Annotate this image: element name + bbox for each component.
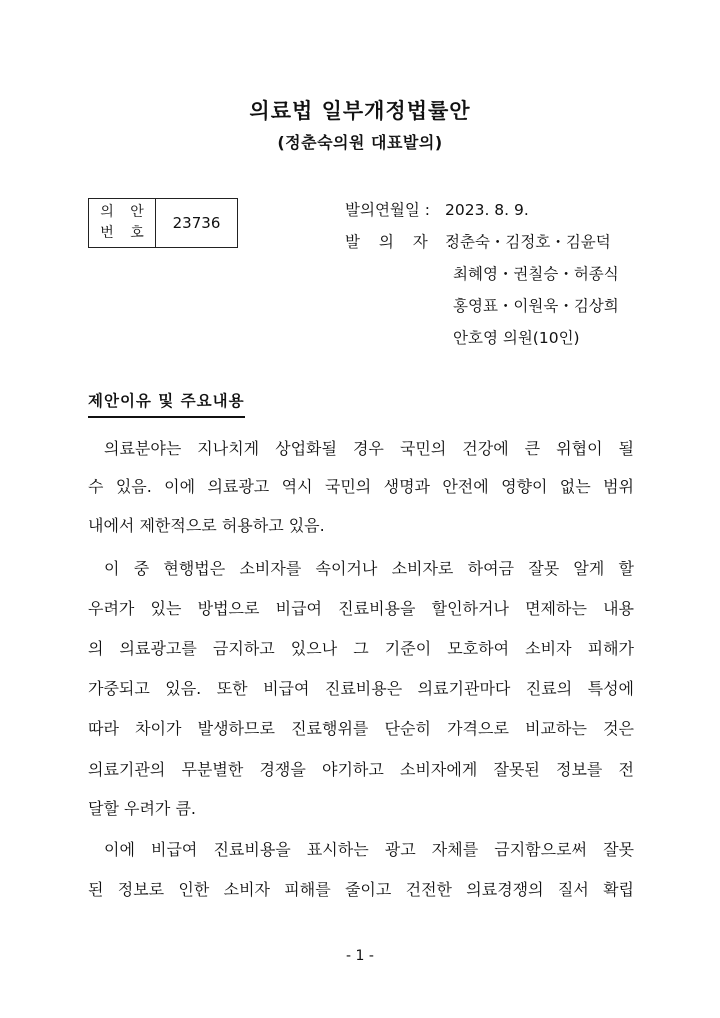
body-line: 이 중 현행법은 소비자를 속이거나 소비자로 하여금 잘못 알게 할 <box>104 559 634 578</box>
proposers-line3: 홍영표・이원욱・김상희 <box>453 297 619 315</box>
proposal-date-value: 2023. 8. 9. <box>445 201 529 219</box>
body-line: 된 정보로 인한 소비자 피해를 줄이고 건전한 의료경쟁의 질서 확립 <box>88 880 634 899</box>
body-line: 이에 비급여 진료비용을 표시하는 광고 자체를 금지함으로써 잘못 <box>104 840 634 859</box>
body-line: 수 있음. 이에 의료광고 역시 국민의 생명과 안전에 영향이 없는 범위 <box>88 477 634 496</box>
body-line: 가중되고 있음. 또한 비급여 진료비용은 의료기관마다 진료의 특성에 <box>88 679 634 698</box>
bill-label-line1: 의 안 <box>100 204 150 220</box>
body-line: 따라 차이가 발생하므로 진료행위를 단순히 가격으로 비교하는 것은 <box>88 719 634 738</box>
body-line: 의료분야는 지나치게 상업화될 경우 국민의 건강에 큰 위협이 될 <box>104 439 634 458</box>
bill-number-box <box>88 198 238 248</box>
proposers-line1: 정춘숙・김정호・김윤덕 <box>445 233 611 251</box>
body-line: 의료기관의 무분별한 경쟁을 야기하고 소비자에게 잘못된 정보를 전 <box>88 760 634 779</box>
body-line: 달할 우려가 큼. <box>88 799 196 818</box>
proposal-date-label: 발의연월일 : <box>345 201 431 219</box>
bill-subtitle: (정춘숙의원 대표발의) <box>277 133 443 152</box>
body-line: 우려가 있는 방법으로 비급여 진료비용을 할인하거나 면제하는 내용 <box>88 599 634 618</box>
page-number: - 1 - <box>346 948 374 964</box>
bill-title: 의료법 일부개정법률안 <box>249 99 471 123</box>
bill-label-line2: 번 호 <box>100 225 150 241</box>
proposers-line4: 안호영 의원(10인) <box>453 329 580 347</box>
bill-number-value: 23736 <box>172 214 221 232</box>
proposer-label: 발 의 자 : <box>345 233 459 251</box>
body-line: 의 의료광고를 금지하고 있으나 그 기준이 모호하여 소비자 피해가 <box>88 639 634 658</box>
proposal-date-row <box>345 198 529 220</box>
proposer-row <box>345 230 611 252</box>
section-heading: 제안이유 및 주요내용 <box>88 389 245 418</box>
proposers-line2: 최혜영・권칠승・허종식 <box>453 265 619 283</box>
body-line: 내에서 제한적으로 허용하고 있음. <box>88 516 325 535</box>
bill-number-label <box>89 199 156 247</box>
